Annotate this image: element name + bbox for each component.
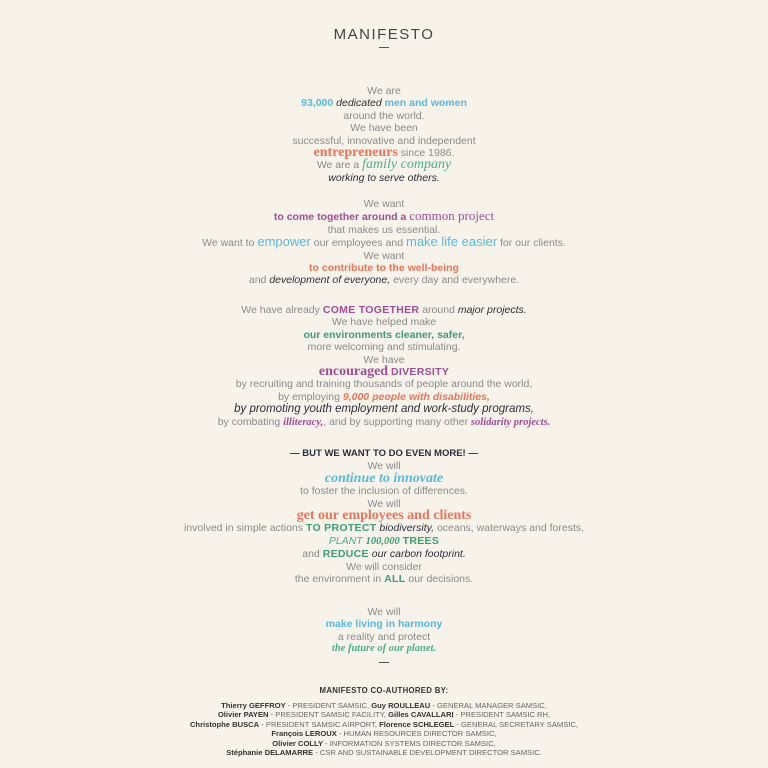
author-role: - GENERAL MANAGER SAMSIC, xyxy=(430,700,547,710)
credits xyxy=(0,686,768,758)
text-line: working to serve others. xyxy=(328,171,440,184)
author-role: - GENERAL SECRETARY SAMSIC, xyxy=(454,719,579,729)
text-fragment: oceans, waterways and forests, xyxy=(436,522,585,535)
author-role: - PRESIDENT SAMSIC, xyxy=(285,700,372,710)
text-line xyxy=(0,416,768,429)
text-line: We have helped make xyxy=(331,316,437,329)
text-line: the future of our planet. xyxy=(331,643,437,655)
text-fragment: and xyxy=(302,548,320,561)
emphasis-text: major projects. xyxy=(457,304,527,316)
text-fragment: by combating xyxy=(217,415,281,428)
highlight-text: empower xyxy=(257,234,311,250)
author-role: - PRESIDENT SAMSIC FACILITY, xyxy=(268,710,389,719)
author-role: - CSR AND SUSTAINABLE DEVELOPMENT DIRECTOR SAMSIC. xyxy=(313,748,542,757)
text-line: to foster the inclusion of differences. xyxy=(300,485,468,498)
text-fragment: , and by supporting many other xyxy=(323,415,468,428)
author-name: Florence SCHLEGEL xyxy=(379,719,455,729)
highlight-text: family company xyxy=(362,157,452,173)
text-line: We want xyxy=(363,198,405,210)
highlight-text: entrepreneurs xyxy=(313,145,398,161)
credits-line xyxy=(0,720,768,730)
text-line xyxy=(0,522,768,534)
text-line xyxy=(0,573,768,585)
highlight-text: TO PROTECT xyxy=(305,522,377,535)
section-we-want xyxy=(0,198,768,287)
highlight-text: men and women xyxy=(384,97,467,110)
text-fragment: the environment in xyxy=(294,573,382,586)
text-line: continue to innovate xyxy=(324,470,444,486)
text-line xyxy=(0,236,768,249)
text-line: that makes us essential. xyxy=(327,223,441,236)
text-fragment: for our clients. xyxy=(499,237,566,250)
text-fragment: our decisions. xyxy=(408,573,474,586)
emphasis-text: biodiversity, xyxy=(379,522,435,535)
text-line: We will consider xyxy=(346,560,422,573)
text-line: We want xyxy=(363,249,405,262)
text-line xyxy=(0,97,768,109)
text-line: We will xyxy=(367,460,401,473)
credits-heading: MANIFESTO CO-AUTHORED BY: xyxy=(319,686,449,695)
text-line: We are xyxy=(367,85,401,97)
text-line: successful, innovative and independent xyxy=(292,134,476,147)
author-name: Stéphanie DELAMARRE xyxy=(226,748,314,757)
author-name: Guy ROULLEAU xyxy=(371,700,431,710)
text-line: get our employees and clients xyxy=(296,508,472,524)
text-fragment: We have already xyxy=(241,304,320,316)
text-fragment: around xyxy=(422,304,455,316)
text-line xyxy=(0,366,768,378)
author-name: Gilles CAVALLARI xyxy=(388,710,454,719)
section-already xyxy=(0,304,768,429)
emphasis-text: development of everyone, xyxy=(269,274,391,287)
text-line: to contribute to the well-being xyxy=(309,262,459,275)
highlight-text: solidarity projects. xyxy=(470,416,551,428)
highlight-number: 93,000 xyxy=(301,97,334,110)
author-name: Olivier PAYEN xyxy=(217,710,269,719)
text-line: make living in harmony xyxy=(325,618,443,631)
highlight-text: DIVERSITY xyxy=(391,366,450,379)
text-line xyxy=(0,548,768,560)
text-line xyxy=(0,391,768,403)
text-line: by recruiting and training thousands of people around the world, xyxy=(235,378,533,391)
text-fragment: every day and everywhere. xyxy=(393,274,520,287)
credits-line xyxy=(0,710,768,720)
author-name: Christophe BUSCA xyxy=(189,719,260,729)
text-line: We will xyxy=(367,497,401,510)
section-heading: — BUT WE WANT TO DO EVEN MORE! — xyxy=(290,448,478,459)
author-name: Thierry GEFFROY xyxy=(221,700,286,710)
title-divider xyxy=(379,47,389,48)
text-line: by promoting youth employment and work-study programs, xyxy=(234,403,534,416)
highlight-text: to come together around a xyxy=(273,211,407,224)
author-name: Olivier COLLY xyxy=(272,738,324,748)
highlight-text: COME TOGETHER xyxy=(322,304,420,316)
highlight-text: encouraged xyxy=(318,364,389,380)
author-role: - PRESIDENT SAMSIC AIRPORT, xyxy=(259,719,380,729)
highlight-text: TREES xyxy=(402,534,440,547)
text-fragment: our employees and xyxy=(313,237,404,250)
text-fragment: and xyxy=(248,274,267,287)
text-line: our environments cleaner, safer, xyxy=(303,328,465,341)
author-role: - INFORMATION SYSTEMS DIRECTOR SAMSIC, xyxy=(323,738,496,748)
text-fragment: We want to xyxy=(202,237,255,250)
author-name: François LEROUX xyxy=(271,729,337,738)
text-line xyxy=(0,274,768,286)
section-we-are xyxy=(0,85,768,184)
highlight-text: ALL xyxy=(384,573,406,586)
credits-line xyxy=(0,739,768,749)
text-line xyxy=(0,535,768,548)
highlight-text: 9,000 people with disabilities, xyxy=(342,390,490,403)
text-fragment: since 1986. xyxy=(400,147,455,160)
highlight-number: 100,000 xyxy=(365,535,400,547)
emphasis-text: dedicated xyxy=(336,97,382,110)
credits-line xyxy=(0,701,768,711)
author-role: - PRESIDENT SAMSIC RH, xyxy=(453,710,551,719)
emphasis-text: our carbon footprint. xyxy=(371,548,466,561)
text-line: We have been xyxy=(350,122,418,135)
text-line xyxy=(0,210,768,223)
highlight-text: illiteracy, xyxy=(283,416,324,428)
section-harmony xyxy=(0,606,768,663)
text-line: more welcoming and stimulating. xyxy=(307,341,461,354)
section-even-more xyxy=(0,448,768,585)
text-line: around the world. xyxy=(343,109,425,122)
text-line: We have xyxy=(363,353,405,366)
highlight-text: common project xyxy=(409,208,495,224)
text-line: We will xyxy=(367,606,401,618)
credits-line xyxy=(0,748,768,758)
author-role: - HUMAN RESOURCES DIRECTOR SAMSIC, xyxy=(336,729,497,738)
text-line xyxy=(0,159,768,171)
page-title: MANIFESTO xyxy=(333,26,435,43)
section-divider xyxy=(379,662,389,663)
credits-line xyxy=(0,729,768,739)
text-fragment: involved in simple actions xyxy=(183,522,304,535)
highlight-text: REDUCE xyxy=(322,548,369,561)
text-fragment: We are a xyxy=(316,159,360,172)
highlight-text: make life easier xyxy=(405,234,498,250)
text-line xyxy=(0,304,768,316)
text-fragment: by employing xyxy=(278,390,340,403)
highlight-text: PLANT xyxy=(328,534,363,547)
text-line: a reality and protect xyxy=(337,630,431,643)
